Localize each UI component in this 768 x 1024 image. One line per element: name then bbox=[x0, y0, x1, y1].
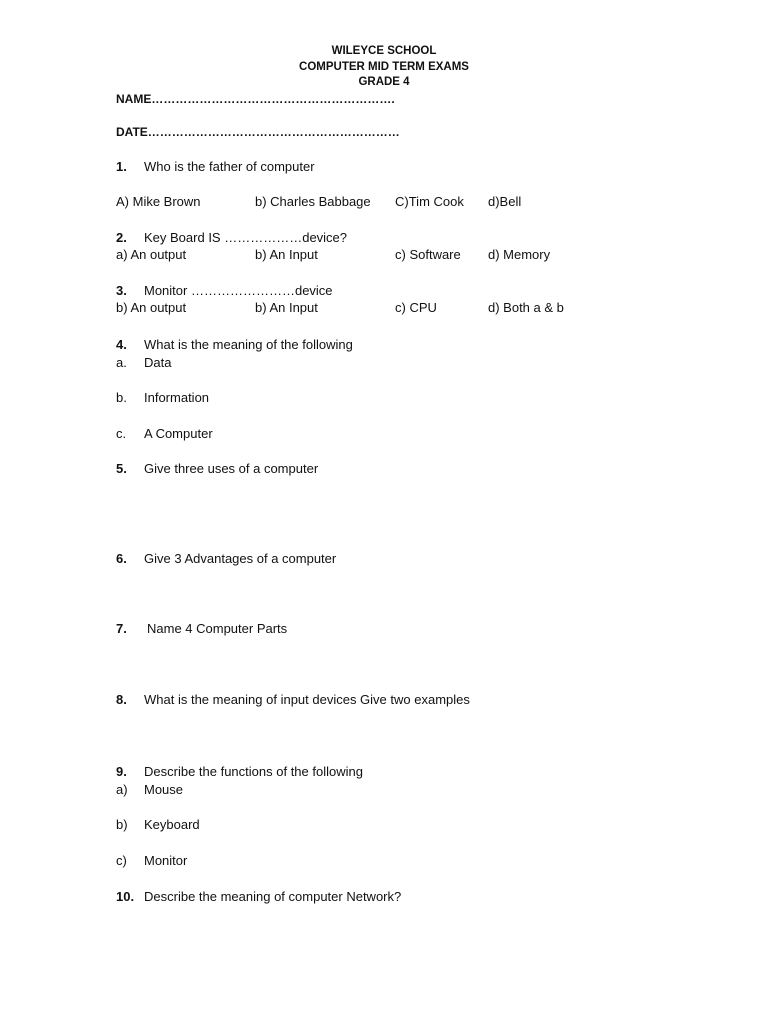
q2-option-c: c) Software bbox=[395, 247, 461, 262]
date-field: DATE……………………………………………………… bbox=[116, 125, 400, 139]
q5-number: 5. bbox=[116, 461, 127, 476]
q1-number: 1. bbox=[116, 159, 127, 174]
q2-option-d: d) Memory bbox=[488, 247, 551, 262]
q10-number: 10. bbox=[116, 889, 135, 904]
q9-item-c: Monitor bbox=[144, 853, 188, 868]
q7-number: 7. bbox=[116, 621, 127, 636]
q9-item-c-letter: c) bbox=[116, 853, 127, 868]
q4-text: What is the meaning of the following bbox=[144, 337, 353, 352]
q9-item-b: Keyboard bbox=[144, 817, 200, 832]
q4-item-b: Information bbox=[144, 390, 210, 405]
q7-text: Name 4 Computer Parts bbox=[147, 621, 288, 636]
q4-item-c: A Computer bbox=[144, 426, 213, 441]
q8-text: What is the meaning of input devices Give two examples bbox=[144, 692, 470, 707]
q3-number: 3. bbox=[116, 283, 127, 298]
q9-text: Describe the functions of the following bbox=[144, 764, 363, 779]
q9-item-a-letter: a) bbox=[116, 782, 128, 797]
q2-option-a: a) An output bbox=[116, 247, 187, 262]
q4-item-b-letter: b. bbox=[116, 390, 127, 405]
q3-option-d: d) Both a & b bbox=[488, 300, 564, 315]
q4-number: 4. bbox=[116, 337, 127, 352]
q9-number: 9. bbox=[116, 764, 127, 779]
q3-option-c: c) CPU bbox=[395, 300, 437, 315]
q4-item-c-letter: c. bbox=[116, 426, 127, 441]
name-field: NAME……………………………………………………. bbox=[116, 92, 395, 106]
q1-option-c: C)Tim Cook bbox=[395, 194, 464, 209]
q4-item-a-letter: a. bbox=[116, 355, 127, 370]
q3-text: Monitor ……………………device bbox=[144, 283, 333, 298]
q2-option-b: b) An Input bbox=[255, 247, 318, 262]
q5-text: Give three uses of a computer bbox=[144, 461, 319, 476]
q8-number: 8. bbox=[116, 692, 127, 707]
q1-text: Who is the father of computer bbox=[144, 159, 315, 174]
q3-option-b: b) An Input bbox=[255, 300, 318, 315]
q2-number: 2. bbox=[116, 230, 127, 245]
q4-item-a: Data bbox=[144, 355, 172, 370]
q3-option-a: b) An output bbox=[116, 300, 187, 315]
q6-text: Give 3 Advantages of a computer bbox=[144, 551, 337, 566]
q1-option-b: b) Charles Babbage bbox=[255, 194, 371, 209]
exam-title: COMPUTER MID TERM EXAMS bbox=[299, 61, 469, 73]
school-name: WILEYCE SCHOOL bbox=[331, 45, 437, 57]
q10-text: Describe the meaning of computer Network? bbox=[144, 889, 402, 904]
q9-item-a: Mouse bbox=[144, 782, 184, 797]
q9-item-b-letter: b) bbox=[116, 817, 128, 832]
q1-option-d: d)Bell bbox=[488, 194, 522, 209]
grade-label: GRADE 4 bbox=[358, 76, 410, 88]
q2-text: Key Board IS ………………device? bbox=[144, 230, 348, 245]
q6-number: 6. bbox=[116, 551, 127, 566]
q1-option-a: A) Mike Brown bbox=[116, 194, 201, 209]
